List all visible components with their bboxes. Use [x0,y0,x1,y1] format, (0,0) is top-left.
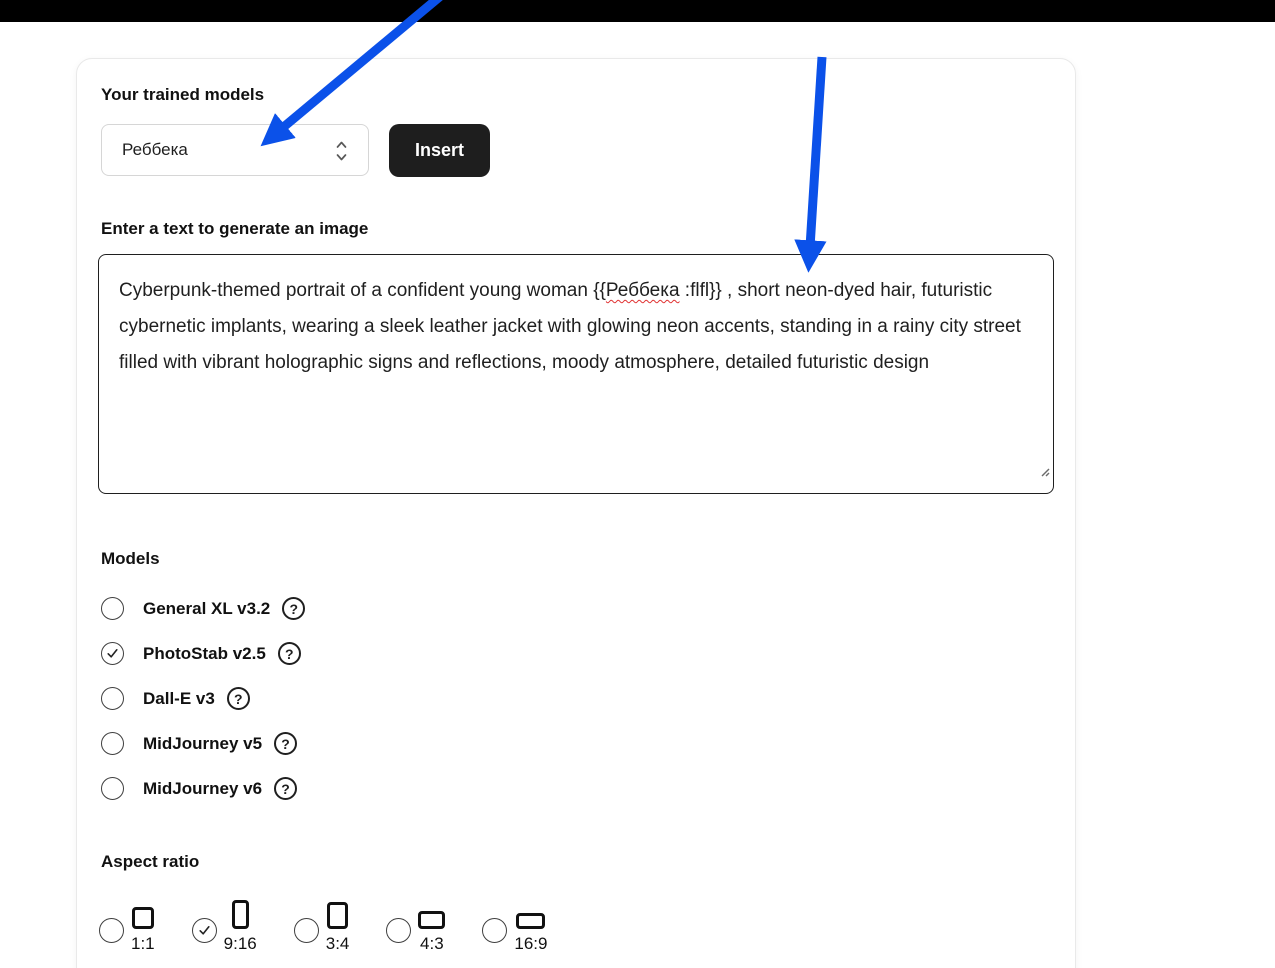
model-option-label: PhotoStab v2.5 [143,643,266,663]
aspect-option[interactable] [386,898,445,954]
ratio-portrait-icon [232,900,249,929]
help-icon[interactable]: ? [274,777,297,800]
model-option-row[interactable] [101,631,305,676]
help-icon[interactable]: ? [282,597,305,620]
model-option-label: Dall-E v3 [143,688,215,708]
model-option-row[interactable] [101,676,305,721]
selected-model-value: Реббека [122,140,188,159]
ratio-landscape-icon [516,913,545,929]
main-card [76,58,1076,968]
ratio-label: 1:1 [131,934,155,953]
trained-models-label: Your trained models [101,85,265,104]
help-icon[interactable]: ? [278,642,301,665]
help-icon[interactable]: ? [227,687,250,710]
radio-button[interactable] [192,918,217,943]
select-chevrons-icon [335,140,348,167]
aspect-option[interactable] [294,898,350,954]
model-option-row[interactable] [101,766,305,811]
radio-button[interactable] [386,918,411,943]
model-option-row[interactable] [101,721,305,766]
models-list [101,586,305,811]
ratio-label: 16:9 [514,934,548,953]
resize-handle-icon[interactable] [1039,454,1050,490]
top-black-bar [0,0,1275,22]
insert-button[interactable]: Insert [389,124,490,177]
prompt-text-before: Cyberpunk-themed portrait of a confident young woman {{ [119,280,606,301]
radio-button[interactable] [101,597,124,620]
prompt-label: Enter a text to generate an image [101,219,369,238]
help-icon[interactable]: ? [274,732,297,755]
model-option-row[interactable] [101,586,305,631]
aspect-option[interactable] [482,898,547,954]
misspelled-word: Реббека [605,280,680,301]
radio-button[interactable] [101,777,124,800]
ratio-landscape-icon [418,911,445,929]
check-icon [197,923,212,938]
models-section-label: Models [101,549,160,568]
radio-button[interactable] [101,687,124,710]
prompt-textarea[interactable] [98,254,1054,494]
model-option-label: MidJourney v6 [143,778,263,798]
ratio-label: 4:3 [420,934,444,953]
aspect-option[interactable] [99,898,155,954]
model-option-label: MidJourney v5 [143,733,263,753]
ratio-label: 3:4 [325,934,350,953]
check-icon [105,646,120,661]
prompt-text-after: :flfl}} , short neon-dyed hair, futuristic cybernetic implants, wearing a sleek leather jacket with glowing neon accents, standing in a rainy city street filled with vibrant holographic signs and reflections, moody atmosphere, detailed futuristic design [119,280,1021,373]
ratio-portrait-icon [327,902,348,929]
ratio-square-icon [132,907,154,929]
radio-button[interactable] [482,918,507,943]
aspect-option[interactable] [192,898,257,954]
model-select[interactable] [101,124,369,176]
aspect-ratio-list [99,898,547,954]
radio-button[interactable] [101,642,124,665]
radio-button[interactable] [294,918,319,943]
ratio-label: 9:16 [223,934,257,953]
model-option-label: General XL v3.2 [143,598,271,618]
radio-button[interactable] [99,918,124,943]
aspect-ratio-label: Aspect ratio [101,852,200,871]
radio-button[interactable] [101,732,124,755]
